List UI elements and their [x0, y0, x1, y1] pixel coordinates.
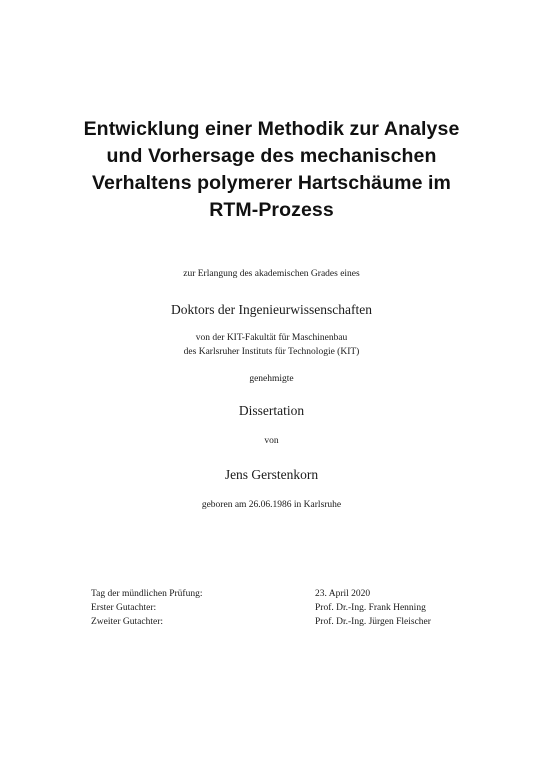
- thesis-title-line: Verhaltens polymerer Hartschäume im: [92, 172, 451, 194]
- faculty-line: von der KIT-Fakultät für Maschinenbau: [195, 333, 348, 343]
- by-text: von: [264, 436, 279, 446]
- degree-name: Doktors der Ingenieurwissenschaften: [171, 302, 372, 317]
- exam-info-value: Prof. Dr.-Ing. Frank Henning: [315, 603, 426, 613]
- thesis-title-line: RTM-Prozess: [209, 199, 334, 221]
- birth-info: geboren am 26.06.1986 in Karlsruhe: [201, 500, 342, 510]
- exam-info-row: [91, 587, 471, 601]
- exam-info-row: [91, 601, 471, 615]
- exam-info-value: 23. April 2020: [315, 589, 371, 599]
- author-name: Jens Gerstenkorn: [224, 467, 319, 482]
- exam-info-table: [91, 587, 471, 629]
- approval-text: genehmigte: [249, 374, 294, 384]
- institute-line: des Karlsruher Instituts für Technologie (KIT): [183, 347, 360, 357]
- exam-info-row: [91, 615, 471, 629]
- exam-info-label: Zweiter Gutachter:: [91, 617, 164, 627]
- exam-info-label: Erster Gutachter:: [91, 603, 157, 613]
- exam-info-label: Tag der mündlichen Prüfung:: [91, 589, 203, 599]
- thesis-title-line: und Vorhersage des mechanischen: [106, 145, 437, 167]
- thesis-title: [60, 116, 483, 224]
- exam-info-value: Prof. Dr.-Ing. Jürgen Fleischer: [315, 617, 431, 627]
- thesis-title-line: Entwicklung einer Methodik zur Analyse: [83, 118, 460, 140]
- degree-purpose: zur Erlangung des akademischen Grades eines: [183, 269, 360, 279]
- work-type: Dissertation: [238, 403, 305, 418]
